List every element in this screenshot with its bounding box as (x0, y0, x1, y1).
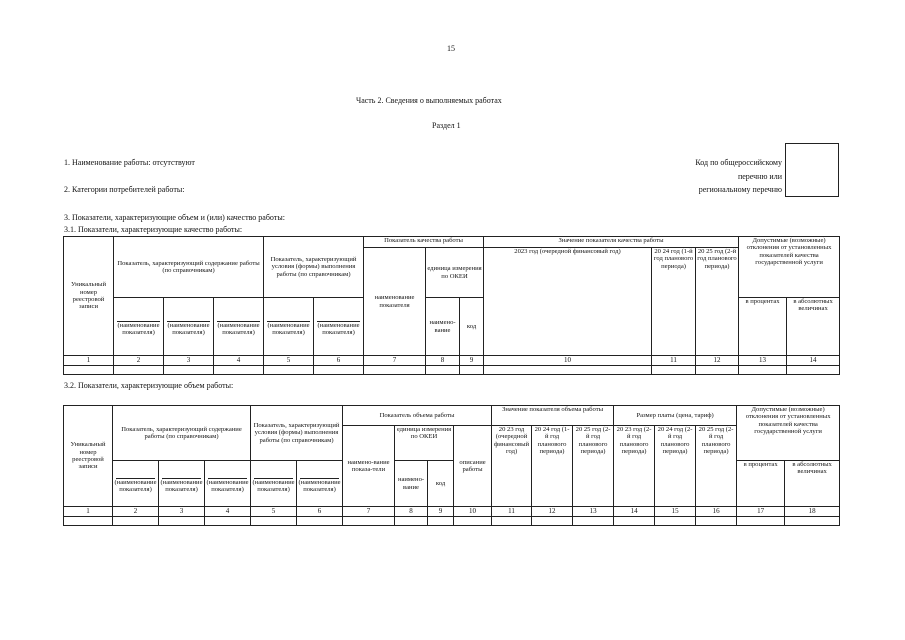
empty-cell (696, 366, 739, 375)
empty-cell (164, 366, 214, 375)
col-num: 5 (251, 507, 297, 517)
col-num: 15 (655, 507, 696, 517)
work-name: 1. Наименование работы: отсутствуют (64, 158, 195, 167)
h-volume: Показатель объема работы (343, 406, 492, 426)
col-num: 12 (696, 356, 739, 366)
col-num: 10 (484, 356, 652, 366)
sub-content-1: (наименование показателя) (114, 298, 164, 356)
col-num: 7 (343, 507, 395, 517)
col-num: 14 (787, 356, 840, 366)
h-value: Значение показателя качества работы (484, 237, 739, 248)
h-indicator-name: наимено-вание показа-тели (343, 426, 395, 507)
code-label-3: региональному перечню (698, 185, 782, 194)
sub-unit-name: наимено-вание (395, 461, 428, 507)
empty-cell (787, 366, 840, 375)
empty-cell (492, 517, 532, 526)
volume-table (63, 405, 840, 526)
sub-percent: в процентах (739, 298, 787, 356)
empty-cell (205, 517, 251, 526)
sub-content-1: (наименование показателя) (113, 461, 159, 507)
empty-cell (214, 366, 264, 375)
col-num: 1 (64, 507, 113, 517)
col-num: 8 (426, 356, 460, 366)
h-year-2024: 20 24 год (1-й год планового периода) (652, 248, 696, 356)
h-conditions: Показатель, характеризующий условия (формы) выполнения работы (по справочникам) (251, 406, 343, 461)
sub-absolute: в абсолютных величинах (785, 461, 840, 507)
sub-unit-code: код (428, 461, 454, 507)
consumer-categories: 2. Категории потребителей работы: (64, 185, 185, 194)
sub-unit-code: код (460, 298, 484, 356)
empty-cell (395, 517, 428, 526)
col-num: 11 (492, 507, 532, 517)
h-unit: единица измерения по ОКЕИ (426, 248, 484, 298)
col-num: 14 (614, 507, 655, 517)
empty-cell (64, 517, 113, 526)
empty-cell (696, 517, 737, 526)
sub-cond-1: (наименование показателя) (251, 461, 297, 507)
col-num: 11 (652, 356, 696, 366)
empty-cell (114, 366, 164, 375)
empty-cell (297, 517, 343, 526)
h-indicator-name: наименование показателя (364, 248, 426, 356)
empty-cell (454, 517, 492, 526)
col-num: 3 (159, 507, 205, 517)
sub-content-3: (наименование показателя) (205, 461, 251, 507)
sub-content-3: (наименование показателя) (214, 298, 264, 356)
col-num: 5 (264, 356, 314, 366)
col-num: 9 (460, 356, 484, 366)
h-deviation: Допустимые (возможные) отклонения от установленных показателей качества государственной услуги (737, 406, 840, 461)
h-year-2025: 20 25 год (2-й год планового периода) (696, 248, 739, 356)
section-title: Раздел 1 (432, 121, 461, 130)
col-num: 3 (164, 356, 214, 366)
col-num: 13 (739, 356, 787, 366)
col-num: 6 (314, 356, 364, 366)
col-num: 1 (64, 356, 114, 366)
empty-cell (737, 517, 785, 526)
h-conditions: Показатель, характеризующий условия (формы) выполнения работы (по справочникам) (264, 237, 364, 298)
empty-cell (159, 517, 205, 526)
sub-content-2: (наименование показателя) (159, 461, 205, 507)
col-num: 4 (214, 356, 264, 366)
col-num: 7 (364, 356, 426, 366)
col-num: 4 (205, 507, 251, 517)
empty-cell (264, 366, 314, 375)
h-price-2024: 20 24 год (2-й год планового периода) (655, 426, 696, 507)
h-deviation: Допустимые (возможные) отклонения от установленных показателей качества государственной услуги (739, 237, 840, 298)
h-year-2023: 2023 год (очередной финансовый год) (484, 248, 652, 356)
h-unique: Уникальный номер реестровой записи (64, 406, 113, 507)
h-price-2025: 20 25 год (2-й год планового периода) (696, 426, 737, 507)
volume-caption: 3.2. Показатели, характеризующие объем работы: (64, 381, 234, 390)
empty-cell (428, 517, 454, 526)
empty-cell (652, 366, 696, 375)
col-num: 12 (532, 507, 573, 517)
empty-cell (64, 366, 114, 375)
h-quality: Показатель качества работы (364, 237, 484, 248)
h-unique: Уникальный номер реестровой записи (64, 237, 114, 356)
page-number: 15 (447, 44, 455, 53)
quality-caption: 3.1. Показатели, характеризующие качество работы: (64, 225, 243, 234)
empty-cell (484, 366, 652, 375)
h-value: Значение показателя объема работы (492, 406, 614, 426)
col-num: 8 (395, 507, 428, 517)
empty-cell (251, 517, 297, 526)
part-title: Часть 2. Сведения о выполняемых работах (356, 96, 502, 105)
h-vol-2025: 20 25 год (2-й год планового периода) (573, 426, 614, 507)
quality-table (63, 236, 840, 375)
empty-cell (426, 366, 460, 375)
h-price: Размер платы (цена, тариф) (614, 406, 737, 426)
empty-cell (532, 517, 573, 526)
indicators-heading: 3. Показатели, характеризующие объем и (или) качество работы: (64, 213, 285, 222)
h-content: Показатель, характеризующий содержание работы (по справочникам) (113, 406, 251, 461)
empty-cell (655, 517, 696, 526)
col-num: 2 (113, 507, 159, 517)
col-num: 6 (297, 507, 343, 517)
h-vol-2024: 20 24 год (1-й год планового периода) (532, 426, 573, 507)
col-num: 13 (573, 507, 614, 517)
col-num: 17 (737, 507, 785, 517)
h-unit: единица измерения по ОКЕИ (395, 426, 454, 461)
code-label-1: Код по общероссийскому (695, 158, 782, 167)
empty-cell (113, 517, 159, 526)
col-num: 9 (428, 507, 454, 517)
sub-cond-2: (наименование показателя) (297, 461, 343, 507)
empty-cell (460, 366, 484, 375)
code-label-2: перечню или (737, 172, 782, 181)
empty-cell (343, 517, 395, 526)
col-num: 2 (114, 356, 164, 366)
sub-absolute: в абсолютных величинах (787, 298, 840, 356)
col-num: 10 (454, 507, 492, 517)
empty-cell (573, 517, 614, 526)
empty-cell (364, 366, 426, 375)
code-box (785, 143, 839, 197)
h-price-2023: 20 23 год (2-й год планового периода) (614, 426, 655, 507)
h-content: Показатель, характеризующий содержание работы (по справочникам) (114, 237, 264, 298)
sub-unit-name: наимено-вание (426, 298, 460, 356)
sub-cond-2: (наименование показателя) (314, 298, 364, 356)
col-num: 16 (696, 507, 737, 517)
h-description: описание работы (454, 426, 492, 507)
empty-cell (739, 366, 787, 375)
empty-cell (314, 366, 364, 375)
empty-cell (614, 517, 655, 526)
h-vol-2023: 20 23 год (очередной финансовый год) (492, 426, 532, 507)
col-num: 18 (785, 507, 840, 517)
sub-content-2: (наименование показателя) (164, 298, 214, 356)
sub-percent: в процентах (737, 461, 785, 507)
sub-cond-1: (наименование показателя) (264, 298, 314, 356)
empty-cell (785, 517, 840, 526)
